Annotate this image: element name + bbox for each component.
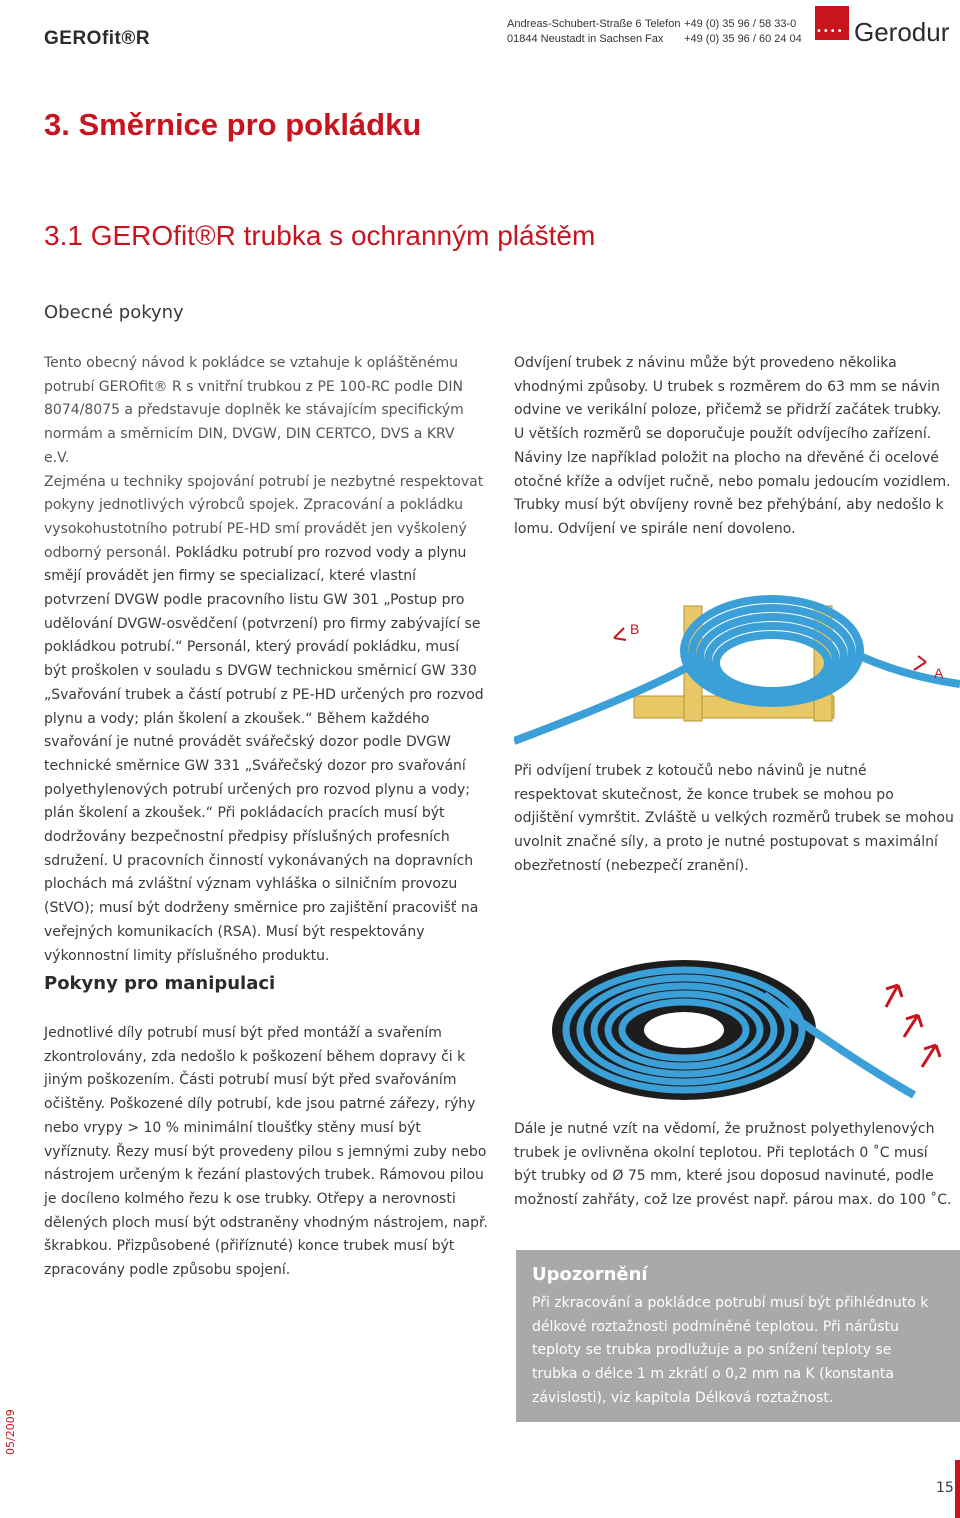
temperature-paragraph: Dále je nutné vzít na vědomí, že pružnost polyethylenových trubek je ovlivněna okolní teplotou. Při teplotách 0 ˚C musí být trubky od Ø 75 mm, které jsou doposud navinuté, podle možností zahřáty, což lze provést např. párou max. do 100 ˚C.: [514, 1121, 952, 1209]
handling-text: [44, 1022, 488, 1283]
label-a: A: [934, 665, 944, 681]
contact-block: [645, 17, 802, 47]
uncoiling-text: [514, 352, 954, 542]
product-logo: GEROfit®R: [44, 28, 151, 49]
general-paragraph-3: Pokládku potrubí pro rozvod vody a plynu smějí provádět jen firmy se specializací, které vlastní potvrzení DVGW podle pracovního listu GW 301 „Postup pro udělování DVGW-osvědčení (potvrzení) pro firmy zabývající se pokládkou potrubí.“ Personál, který provádí pokládku, musí být proškolen v souladu s DVGW technickou směrnicí GW 330 „Svařování trubek a částí potrubí z PE-HD určených pro rozvod plynu a vody; plán školení a zkoušek.“ Během každého svařování je nutné provádět svářečský dozor podle DVGW technické směrnice GW 331 „Svářečský dozor pro svařování polyethylenových potrubí určených pro rozvod plynu a vody; plán školení a zkoušek.“ Při pokládacích pracích musí být dodržovány bezpečnostní předpisy příslušných profesních sdružení. U pracovních činností vykonávaných na dopravních plochách má zvláštní význam vyhláška o silničním provozu (StVO); musí být dodrženy směrnice pro zajištění pracovišť na veřejných komunikacích (RSA). Musí být respektovány výkonnostní limity příslušného produktu.: [44, 544, 484, 964]
pipe-coil-illustration: [514, 566, 960, 746]
general-heading: Obecné pokyny: [44, 302, 184, 323]
page-marker-bar: [955, 1460, 960, 1518]
note-title: Upozornění: [532, 1264, 648, 1285]
pipe-end-a: [860, 656, 960, 684]
phone-value: +49 (0) 35 96 / 58 33-0: [684, 18, 797, 30]
edition-date: 05/2009: [4, 1409, 17, 1455]
brand-name: Gerodur: [854, 17, 950, 47]
fax-label: Fax: [645, 33, 664, 45]
safety-paragraph: Při odvíjení trubek z kotoučů nebo návinů je nutné respektovat skutečnost, že konce trubek se mohou po odjištění vymrštit. Zvláště u velkých rozměrů trubek se mohou uvolnit značné síly, a proto je nutné postupovat s maximální obezřetností (nebezpečí zranění).: [514, 763, 954, 874]
uncoiling-paragraph: Odvíjení trubek z návinu může být provedeno několika vhodnými způsoby. U trubek s rozměrem do 63 mm se návin odvine ve verikální poloze, přičemž se přidrží začátek trubky. U větších rozměrů se doporučuje použít odvíjecího zařízení. Náviny lze například položit na plocho na dřevěné či ocelové otočné kříže a odvíjet ručně, nebo pomalu jedoucím vozidlem. Trubky musí být obvíjeny rovně bez přehýbání, aby nedošlo k lomu. Odvíjení ve spirále není dovoleno.: [514, 355, 951, 537]
address-block: [507, 17, 642, 47]
warning-arrows-icon: [886, 985, 940, 1067]
handling-paragraph: Jednotlivé díly potrubí musí být před montáží a svařením zkontrolovány, zda nedošlo k poškození během dopravy či k jiným poškozením. Části potrubí musí být před svařováním očištěny. Poškozené díly potrubí, kde jsou patrné zářezy, rýhy nebo vrypy > 10 % minimální tloušťky stěny musí být vyříznuty. Řezy musí být provedeny pilou s jemnými zuby nebo nástrojem určeným k řezání plastových trubek. Rámovou pilou je docíleno kolmého řezu k ose trubky. Otřepy a nerovnosti dělených ploch musí být odstraněny vhodným nástrojem, např. škrabkou. Přizpůsobené (přiříznuté) konce trubek musí být zpracovány podle způsobu spojení.: [44, 1025, 488, 1279]
general-paragraph-2: Zejména u techniky spojování potrubí je nezbytné respektovat pokyny jednotlivých výrobců spojek. Zpracování a pokládku vysokohustotního potrubí PE-HD smí provádět jen vyškolený odborný personál.: [44, 473, 484, 561]
pipe-coil: [684, 599, 860, 703]
section-subtitle: 3.1 GEROfit®R trubka s ochranným pláštěm: [44, 220, 596, 251]
general-paragraph-1: Tento obecný návod k pokládce se vztahuje k opláštěnému potrubí GEROfit® R s vnitřní trubkou z PE 100-RC podle DIN 8074/8075 a představuje doplněk ke stávajícím specifickým normám a směrnicím DIN, DVGW, DIN CERTCO, DVS a KRV e.V.: [44, 355, 464, 466]
phone-label: Telefon: [645, 18, 681, 30]
arrow-b-icon: [614, 628, 626, 640]
safety-text: [514, 760, 954, 879]
page-number: 15: [936, 1480, 954, 1496]
pipe-drum-illustration: [514, 945, 960, 1115]
temperature-text: [514, 1118, 954, 1213]
note-text: Při zkracování a pokládce potrubí musí být přihlédnuto k délkové roztažnosti podmíněné teplotou. Při nárůstu teploty se trubka prodlužuje a po snížení teploty se trubka o délce 1 m zkrátí o 0,2 mm na K (konstanta závislosti), viz kapitola Délková roztažnost.: [532, 1295, 929, 1406]
drum-hub: [644, 1012, 724, 1048]
arrow-a-icon: [914, 656, 926, 670]
page-title: 3. Směrnice pro pokládku: [44, 107, 422, 142]
general-text: [44, 352, 484, 968]
label-b: B: [630, 621, 640, 637]
handling-heading: Pokyny pro manipulaci: [44, 973, 276, 994]
address-line-1: Andreas-Schubert-Straße 6: [507, 18, 642, 30]
warning-note-box: [516, 1250, 960, 1422]
fax-value: +49 (0) 35 96 / 60 24 04: [684, 33, 802, 45]
brand-dots: ••••: [816, 26, 844, 37]
address-line-2: 01844 Neustadt in Sachsen: [507, 33, 643, 45]
